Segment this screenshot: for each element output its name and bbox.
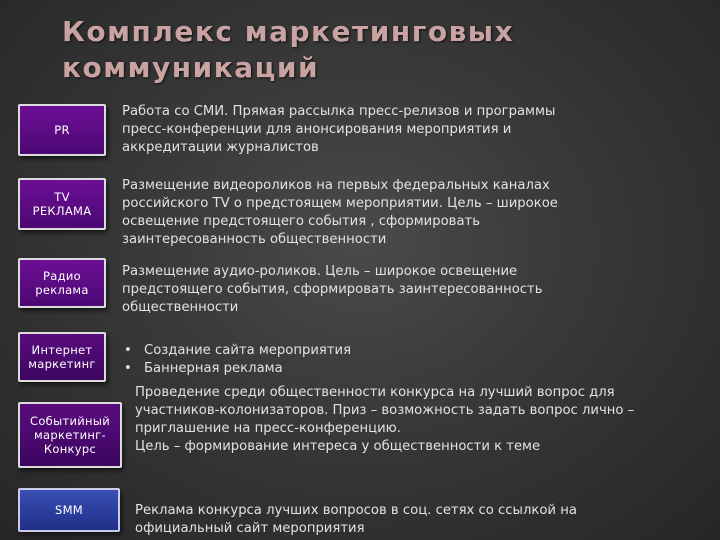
- bullet-text: Создание сайта мероприятия: [144, 343, 352, 358]
- bullet-item: [122, 360, 682, 378]
- event-marketing-description: Проведение среди общественности конкурса на лучший вопрос для участников-колонизаторов. Приз – возможность задать вопрос лично – приглашение на пресс-конференцию. Цель – формирование интереса у общественности к теме: [135, 385, 635, 454]
- bullet-symbol: •: [124, 343, 132, 358]
- slide-title-line-2: коммуникаций: [62, 51, 320, 84]
- radio-advertising-description: Размещение аудио-роликов. Цель – широкое освещение предстоящего события, сформировать заинтересованность общественности: [122, 264, 543, 315]
- event-marketing-label-box: [18, 402, 122, 468]
- radio-advertising-label: Радио реклама: [35, 269, 89, 297]
- pr-label: PR: [54, 123, 70, 137]
- radio-advertising-label-box: [18, 258, 106, 308]
- bullet-item: [122, 342, 682, 360]
- bullet-text: Баннерная реклама: [144, 361, 283, 376]
- tv-advertising-label-box: [18, 178, 106, 230]
- bullet-symbol: •: [124, 361, 132, 376]
- internet-marketing-label: Интернет маркетинг: [28, 343, 96, 371]
- event-marketing-label: Событийный маркетинг- Конкурс: [30, 414, 110, 456]
- internet-marketing-bullets: [122, 342, 682, 378]
- smm-label-box: [18, 488, 120, 532]
- tv-advertising-label: TV РЕКЛАМА: [32, 190, 92, 218]
- slide-title-line-1: Комплекс маркетинговых: [62, 15, 515, 48]
- pr-label-box: [18, 104, 106, 156]
- smm-description: Реклама конкурса лучших вопросов в соц. сетях со ссылкой на официальный сайт мероприятия: [135, 503, 577, 536]
- pr-description: Работа со СМИ. Прямая рассылка пресс-релизов и программы пресс-конференции для анонсирования мероприятия и аккредитации журналистов: [122, 104, 556, 155]
- internet-marketing-label-box: [18, 332, 106, 382]
- smm-label: SMM: [54, 503, 84, 517]
- tv-advertising-description: Размещение видеороликов на первых федеральных каналах российского TV о предстоящем мероприятии. Цель – широкое освещение предстоящего события , сформировать заинтересованность общественности: [122, 178, 558, 247]
